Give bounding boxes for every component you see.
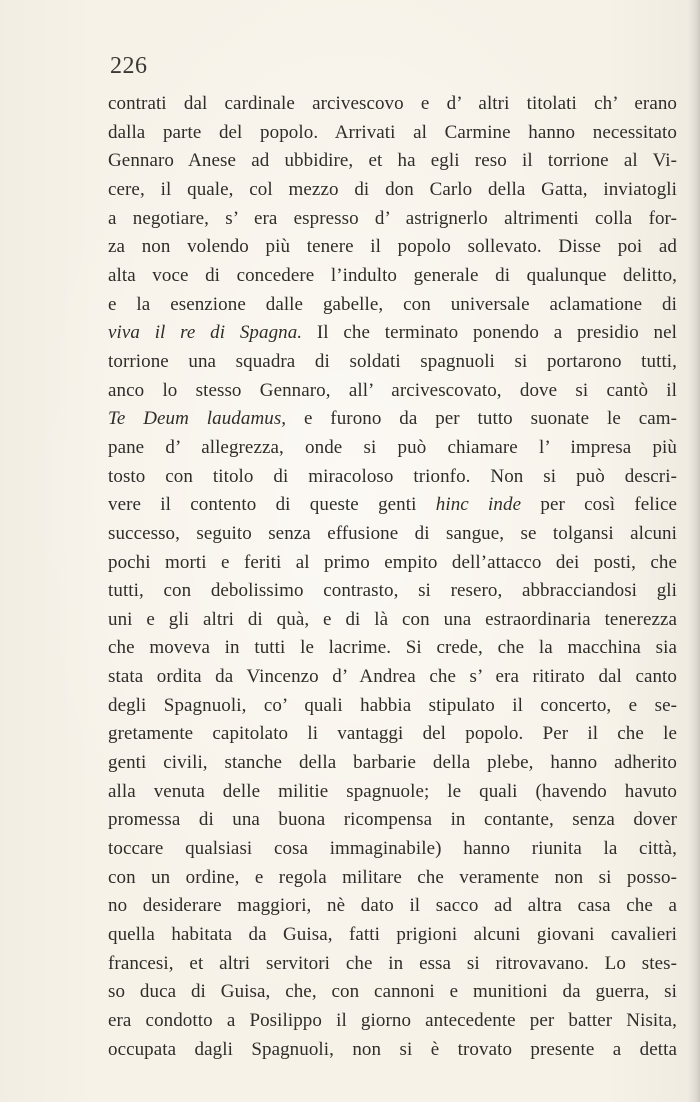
text-segment: tosto con titolo di miracoloso trionfo. Non si può descri- <box>108 465 677 487</box>
text-segment: con un ordine, e regola militare che veramente non si posso- <box>108 866 677 888</box>
text-line <box>108 1007 677 1036</box>
text-line <box>108 90 677 119</box>
text-segment: stata ordita da Vincenzo d’ Andrea che s’ era ritirato dal canto <box>108 666 677 688</box>
text-segment: quella habitata da Guisa, fatti prigioni alcuni giovani cavalieri <box>108 924 677 946</box>
text-segment: tutti, con debolissimo contrasto, si resero, abbracciandosi gli <box>108 580 677 602</box>
text-line <box>108 176 677 205</box>
text-segment: cere, il quale, col mezzo di don Carlo della Gatta, inviatogli <box>108 178 677 200</box>
text-line <box>108 549 677 578</box>
text-line <box>108 291 677 320</box>
text-line <box>108 520 677 549</box>
text-line <box>108 377 677 406</box>
text-segment: pane d’ allegrezza, onde si può chiamare l’ impresa più <box>108 436 677 458</box>
text-segment: che moveva in tutti le lacrime. Si crede, che la macchina sia <box>108 637 677 659</box>
text-segment: era condotto a Posilippo il giorno antecedente per batter Nisita, <box>108 1010 677 1031</box>
text-line <box>108 577 677 606</box>
text-segment: torrione una squadra di soldati spagnuoli si portarono tutti, <box>108 350 677 372</box>
text-segment: promessa di una buona ricompensa in contante, senza dover <box>108 809 677 831</box>
italic-text-segment: hinc inde <box>435 494 522 516</box>
text-segment: pochi morti e feriti al primo empito dell’attacco dei posti, che <box>108 551 677 573</box>
page-number: 226 <box>110 53 148 79</box>
text-line <box>108 606 677 635</box>
text-line <box>108 663 677 692</box>
text-line <box>108 806 677 835</box>
text-line <box>108 491 677 520</box>
text-segment: e furono da per tutto suonate le cam- <box>286 408 677 430</box>
text-line <box>108 463 677 492</box>
text-line <box>108 319 677 348</box>
text-line <box>108 233 677 262</box>
text-segment: gretamente capitolato li vantaggi del popolo. Per il che le <box>108 723 677 745</box>
text-segment: no desiderare maggiori, nè dato il sacco ad altra casa che a <box>108 895 677 917</box>
text-line <box>108 1036 677 1065</box>
text-segment: genti civili, stanche della barbarie della plebe, hanno adherito <box>108 752 677 774</box>
text-segment: successo, seguito senza effusione di sangue, se tolgansi alcuni <box>108 522 677 544</box>
text-segment: vere il contento di queste genti <box>108 494 436 516</box>
text-line <box>108 348 677 377</box>
text-segment: anco lo stesso Gennaro, all’ arcivescovato, dove si cantò il <box>108 379 677 401</box>
text-segment: e la esenzione dalle gabelle, con universale aclamatione di <box>108 293 677 315</box>
text-line <box>108 978 677 1007</box>
text-segment: Gennaro Anese ad ubbidire, et ha egli reso il torrione al Vi- <box>108 150 677 172</box>
text-line <box>108 262 677 291</box>
text-line <box>108 692 677 721</box>
text-line <box>108 434 677 463</box>
text-line <box>108 634 677 663</box>
text-segment: francesi, et altri servitori che in essa si ritrovavano. Lo stes- <box>108 952 677 974</box>
text-segment: a negotiare, s’ era espresso d’ astrignerlo altrimenti colla for- <box>108 207 677 229</box>
text-line <box>108 864 677 893</box>
text-segment: Il che terminato ponendo a presidio nel <box>302 322 677 344</box>
text-line <box>108 778 677 807</box>
text-line <box>108 119 677 148</box>
text-segment: uni e gli altri di quà, e di là con una estraordinaria tenerezza <box>108 608 677 630</box>
italic-text-segment: viva il re di Spagna. <box>108 322 303 344</box>
text-line <box>108 835 677 864</box>
page-gutter-shadow <box>688 0 700 1102</box>
text-segment: alla venuta delle militie spagnuole; le quali (havendo havuto <box>108 780 677 802</box>
text-line <box>108 147 677 176</box>
text-line <box>108 205 677 234</box>
text-segment: occupata dagli Spagnuoli, non si è trovato presente a detta <box>108 1038 677 1060</box>
text-line <box>108 950 677 979</box>
text-segment: so duca di Guisa, che, con cannoni e munitioni da guerra, si <box>108 981 677 1003</box>
text-line <box>108 892 677 921</box>
text-line <box>108 921 677 950</box>
text-line <box>108 749 677 778</box>
italic-text-segment: Te Deum laudamus, <box>108 408 287 430</box>
text-line <box>108 405 677 434</box>
text-segment: toccare qualsiasi cosa immaginabile) hanno riunita la città, <box>108 838 677 860</box>
text-line <box>108 720 677 749</box>
text-segment: degli Spagnuoli, co’ quali habbia stipulato il concerto, e se- <box>108 694 677 716</box>
text-segment: za non volendo più tenere il popolo sollevato. Disse poi ad <box>108 236 677 258</box>
text-segment: contrati dal cardinale arcivescovo e d’ altri titolati ch’ erano <box>108 93 677 114</box>
text-segment: alta voce di concedere l’indulto generale di qualunque delitto, <box>108 264 677 286</box>
text-segment: dalla parte del popolo. Arrivati al Carmine hanno necessitato <box>108 121 677 143</box>
main-text-block <box>108 90 677 1064</box>
text-segment: per così felice <box>521 494 677 516</box>
